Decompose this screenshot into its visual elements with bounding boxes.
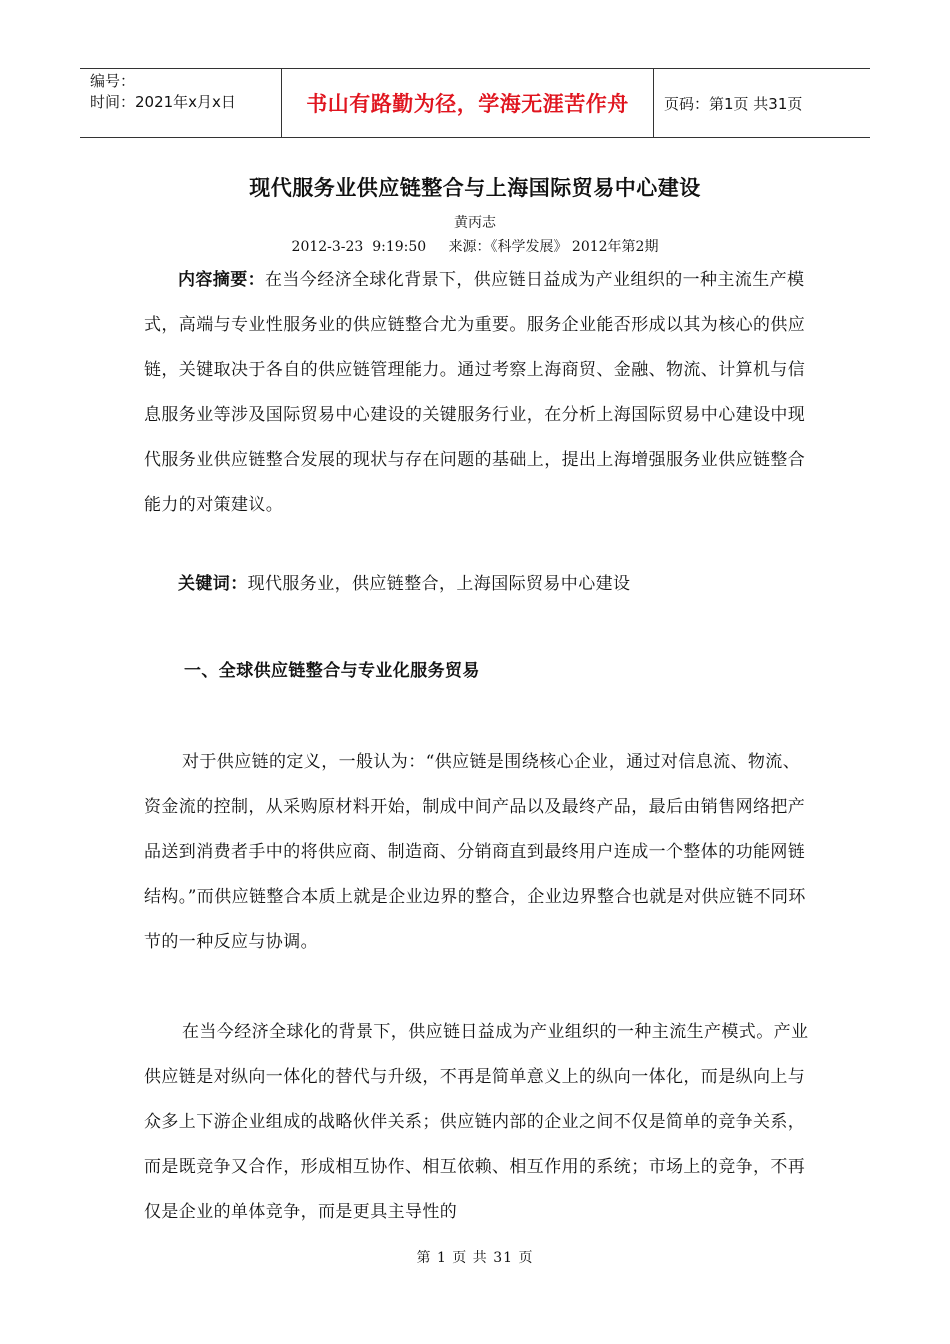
article-meta: 2012-3-23 9:19:50 来源：《科学发展》 2012年第2期 — [291, 239, 659, 255]
article-title: 现代服务业供应链整合与上海国际贸易中心建设 — [249, 176, 701, 200]
article-author: 黄丙志 — [454, 215, 496, 231]
abstract-text: 在当今经济全球化背景下，供应链日益成为产业组织的一种主流生产模式，高端与专业性服务业的供应链整合尤为重要。服务企业能否形成以其为核心的供应链，关键取决于各自的供应链管理能力。通过考察上海商贸、金融、物流、计算机与信息服务业等涉及国际贸易中心建设的关键服务行业，在分析上海国际贸易中心建设中现代服务业供应链整合发展的现状与存在问题的基础上，提出上海增强服务业供应链整合能力的对策建议。 — [144, 270, 806, 515]
page-footer: 第 1 页 共 31 页 — [416, 1250, 534, 1266]
document-time-label: 时间：2021年x月x日 — [90, 93, 236, 111]
page-header — [80, 68, 870, 138]
document-number-label: 编号： — [90, 72, 136, 90]
keywords-text: 现代服务业，供应链整合，上海国际贸易中心建设 — [247, 574, 631, 594]
header-page-info: 页码：第1页 共31页 — [664, 94, 803, 113]
header-meta-cell — [80, 69, 282, 137]
keywords-label: 关键词： — [178, 574, 248, 594]
section-heading: 一、全球供应链整合与专业化服务贸易 — [184, 661, 480, 681]
abstract-label: 内容摘要： — [178, 270, 265, 290]
header-page-cell — [654, 69, 870, 137]
body-paragraph-1: 对于供应链的定义，一般认为：“供应链是围绕核心企业，通过对信息流、物流、资金流的控制，从采购原材料开始，制成中间产品以及最终产品，最后由销售网络把产品送到消费者手中的将供应商、制造商、分销商直到最终用户连成一个整体的功能网链结构。”而供应链整合本质上就是企业边界的整合，企业边界整合也就是对供应链不同环节的一种反应与协调。 — [144, 752, 806, 952]
header-motto: 书山有路勤为径，学海无涯苦作舟 — [306, 92, 629, 116]
abstract-paragraph — [144, 258, 809, 528]
body-paragraph-2: 在当今经济全球化的背景下，供应链日益成为产业组织的一种主流生产模式。产业供应链是对纵向一体化的替代与升级，不再是简单意义上的纵向一体化，而是纵向上与众多上下游企业组成的战略伙伴关系；供应链内部的企业之间不仅是简单的竞争关系，而是既竞争又合作，形成相互协作、相互依赖、相互作用的系统；市场上的竞争，不再仅是企业的单体竞争，而是更具主导性的 — [144, 1022, 809, 1222]
keywords-paragraph — [144, 566, 809, 602]
header-motto-cell — [282, 69, 654, 137]
